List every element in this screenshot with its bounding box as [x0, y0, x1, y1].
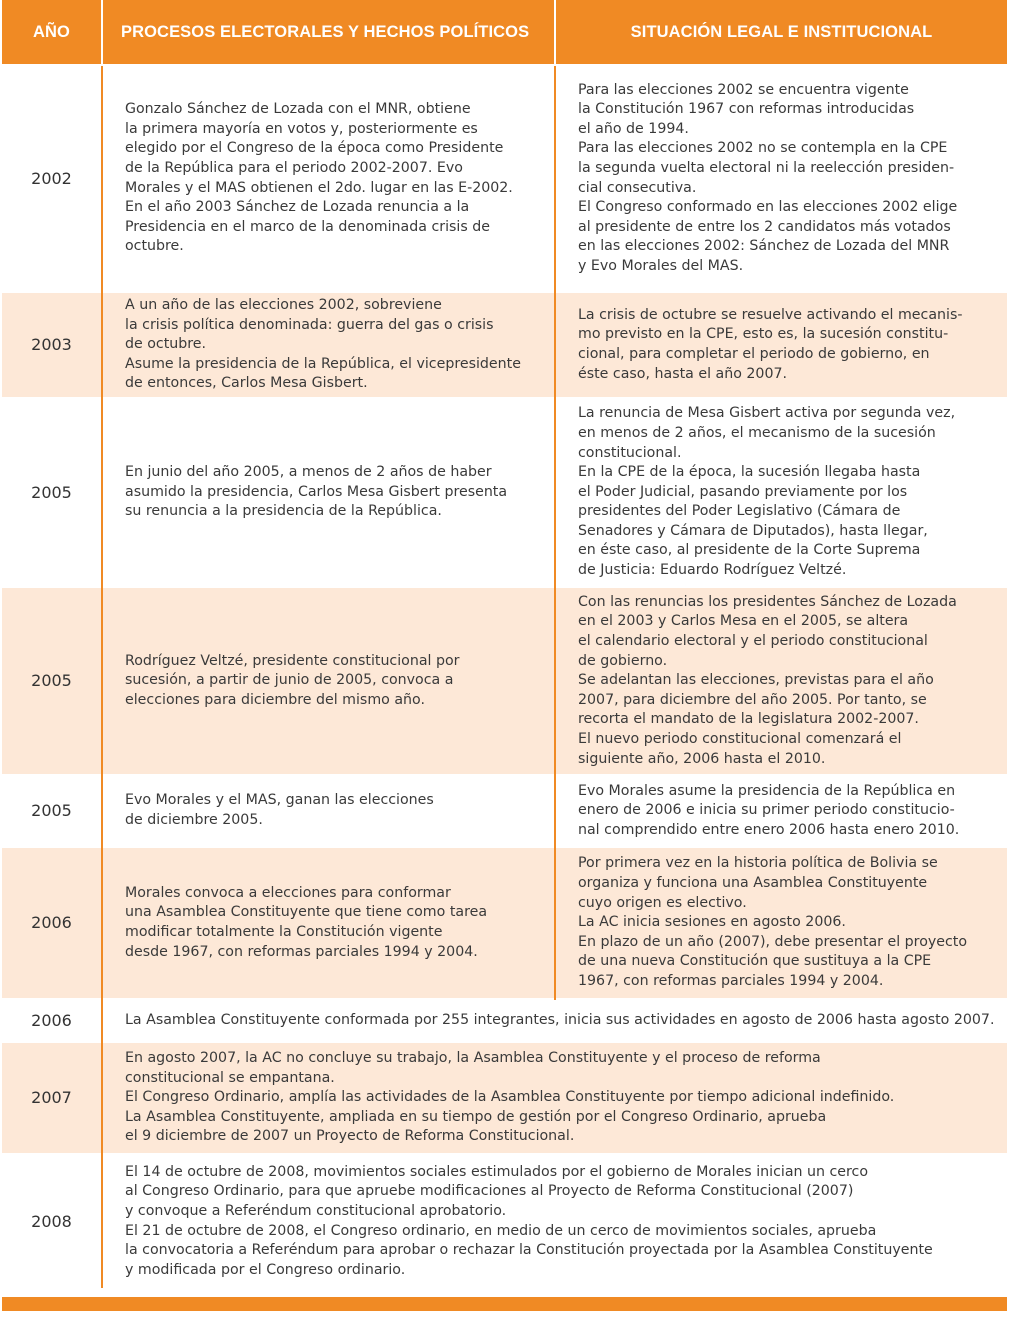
row-year: 2006 — [2, 999, 102, 1042]
row-situation — [555, 65, 1007, 292]
text-line: constitucional se empantana. — [125, 1069, 335, 1086]
text-line: Con las renuncias los presidentes Sánchez de Lozada — [578, 593, 957, 610]
header-year: AÑO — [2, 0, 102, 65]
text-line: desde 1967, con reformas parciales 1994 y 2004. — [125, 943, 478, 960]
row-full-text — [102, 1154, 1007, 1288]
text-line: cuyo origen es electivo. — [578, 894, 747, 911]
text-line: el 9 diciembre de 2007 un Proyecto de Reforma Constitucional. — [125, 1128, 575, 1145]
table-header — [2, 0, 1007, 65]
text-line: El 21 de octubre de 2008, el Congreso ordinario, en medio de un cerco de movimientos sociales, aprueba — [125, 1222, 877, 1239]
row-processes — [102, 65, 555, 292]
text-line: octubre. — [125, 238, 184, 255]
text-line: La renuncia de Mesa Gisbert activa por segunda vez, — [578, 405, 956, 422]
row-processes — [102, 587, 555, 775]
text-line: el Poder Judicial, pasando previamente por los — [578, 483, 908, 500]
text-line: La Asamblea Constituyente conformada por 255 integrantes, inicia sus actividades en agosto de 2006 hasta agosto 2007. — [125, 1011, 995, 1028]
text-line: de Justicia: Eduardo Rodríguez Veltzé. — [578, 562, 847, 579]
text-line: El Congreso Ordinario, amplía las actividades de la Asamblea Constituyente por tiempo adicional indefinido. — [125, 1089, 895, 1106]
text-line: Se adelantan las elecciones, previstas para el año — [578, 672, 934, 689]
table-row — [2, 847, 1007, 999]
row-year: 2005 — [2, 775, 102, 847]
table-row — [2, 587, 1007, 775]
text-line: mo previsto en la CPE, esto es, la sucesión constitu- — [578, 326, 949, 343]
text-line: Morales convoca a elecciones para conformar — [125, 884, 451, 901]
text-line: en el 2003 y Carlos Mesa en el 2005, se altera — [578, 613, 909, 630]
row-processes — [102, 775, 555, 847]
text-line: Por primera vez en la historia política de Bolivia se — [578, 855, 938, 872]
header-situation: SITUACIÓN LEGAL E INSTITUCIONAL — [555, 0, 1007, 65]
table-row — [2, 1042, 1007, 1154]
text-line: cial consecutiva. — [578, 179, 697, 196]
text-line: enero de 2006 e inicia su primer periodo constitucio- — [578, 802, 955, 819]
row-processes — [102, 847, 555, 999]
table-row — [2, 1154, 1007, 1288]
header-processes: PROCESOS ELECTORALES Y HECHOS POLÍTICOS — [102, 0, 555, 65]
table-row — [2, 398, 1007, 587]
text-line: Para las elecciones 2002 se encuentra vigente — [578, 81, 909, 98]
text-line: la crisis política denominada: guerra del gas o crisis — [125, 316, 494, 333]
text-line: En el año 2003 Sánchez de Lozada renuncia a la — [125, 199, 470, 216]
table-row — [2, 292, 1007, 398]
row-year: 2003 — [2, 292, 102, 398]
row-year: 2008 — [2, 1154, 102, 1288]
text-line: de una nueva Constitución que sustituya a la CPE — [578, 953, 932, 970]
row-year: 2002 — [2, 65, 102, 292]
text-line: constitucional. — [578, 444, 682, 461]
text-line: asumido la presidencia, Carlos Mesa Gisbert presenta — [125, 483, 508, 500]
text-line: Senadores y Cámara de Diputados), hasta llegar, — [578, 522, 928, 539]
row-situation — [555, 292, 1007, 398]
text-line: elecciones para diciembre del mismo año. — [125, 691, 425, 708]
text-line: El 14 de octubre de 2008, movimientos sociales estimulados por el gobierno de Morales inician un cerco — [125, 1163, 869, 1180]
text-line: La Asamblea Constituyente, ampliada en su tiempo de gestión por el Congreso Ordinario, aprueba — [125, 1108, 827, 1125]
row-full-text — [102, 1042, 1007, 1154]
text-line: La AC inicia sesiones en agosto 2006. — [578, 914, 846, 931]
text-line: de gobierno. — [578, 652, 668, 669]
text-line: sucesión, a partir de junio de 2005, convoca a — [125, 672, 454, 689]
text-line: modificar totalmente la Constitución vigente — [125, 924, 443, 940]
table-row — [2, 65, 1007, 292]
row-full-text — [102, 999, 1007, 1042]
text-line: su renuncia a la presidencia de la República. — [125, 503, 442, 520]
bottom-accent-bar — [2, 1297, 1007, 1311]
row-situation — [555, 847, 1007, 999]
text-line: el año de 1994. — [578, 120, 689, 137]
row-situation — [555, 398, 1007, 587]
text-line: El nuevo periodo constitucional comenzará el — [578, 730, 902, 747]
text-line: nal comprendido entre enero 2006 hasta enero 2010. — [578, 821, 960, 838]
text-line: En agosto 2007, la AC no concluye su trabajo, la Asamblea Constituyente y el proceso de reforma — [125, 1050, 821, 1067]
text-line: cional, para completar el periodo de gobierno, en — [578, 346, 930, 362]
text-line: recorta el mandato de la legislatura 2002-2007. — [578, 711, 919, 728]
text-line: Gonzalo Sánchez de Lozada con el MNR, obtiene — [125, 101, 471, 118]
text-line: la segunda vuelta electoral ni la reelección presiden- — [578, 159, 955, 176]
text-line: A un año de las elecciones 2002, sobreviene — [125, 297, 442, 314]
row-year: 2006 — [2, 847, 102, 999]
row-year: 2005 — [2, 587, 102, 775]
text-line: de diciembre 2005. — [125, 812, 263, 828]
text-line: al Congreso Ordinario, para que apruebe modificaciones al Proyecto de Reforma Constitucional (2007) — [125, 1183, 854, 1200]
text-line: Evo Morales asume la presidencia de la República en — [578, 782, 956, 799]
row-processes — [102, 292, 555, 398]
row-situation — [555, 775, 1007, 847]
text-line: de entonces, Carlos Mesa Gisbert. — [125, 375, 368, 392]
row-year: 2005 — [2, 398, 102, 587]
text-line: Presidencia en el marco de la denominada crisis de — [125, 218, 490, 235]
text-line: en éste caso, al presidente de la Corte Suprema — [578, 542, 921, 559]
text-line: La crisis de octubre se resuelve activando el mecanis- — [578, 306, 963, 323]
text-line: éste caso, hasta el año 2007. — [578, 365, 788, 382]
text-line: Morales y el MAS obtienen el 2do. lugar en las E-2002. — [125, 179, 513, 196]
text-line: En junio del año 2005, a menos de 2 años de haber — [125, 464, 492, 481]
text-line: y Evo Morales del MAS. — [578, 257, 744, 274]
text-line: una Asamblea Constituyente que tiene como tarea — [125, 904, 488, 921]
row-processes — [102, 398, 555, 587]
text-line: siguiente año, 2006 hasta el 2010. — [578, 750, 826, 767]
text-line: y convoque a Referéndum constitucional aprobatorio. — [125, 1202, 507, 1219]
text-line: Para las elecciones 2002 no se contempla en la CPE — [578, 140, 948, 157]
text-line: Asume la presidencia de la República, el vicepresidente — [125, 355, 521, 372]
text-line: 1967, con reformas parciales 1994 y 2004. — [578, 972, 884, 989]
text-line: El Congreso conformado en las elecciones 2002 elige — [578, 199, 958, 216]
text-line: elegido por el Congreso de la época como Presidente — [125, 140, 504, 157]
text-line: en menos de 2 años, el mecanismo de la sucesión — [578, 424, 936, 441]
timeline-table — [2, 0, 1007, 1288]
row-situation — [555, 587, 1007, 775]
text-line: la Constitución 1967 con reformas introducidas — [578, 101, 915, 118]
text-line: de octubre. — [125, 336, 207, 353]
text-line: En plazo de un año (2007), debe presentar el proyecto — [578, 933, 968, 950]
text-line: Evo Morales y el MAS, ganan las elecciones — [125, 792, 434, 809]
text-line: la primera mayoría en votos y, posteriormente es — [125, 120, 478, 137]
text-line: Rodríguez Veltzé, presidente constitucional por — [125, 652, 460, 669]
table-row — [2, 999, 1007, 1042]
text-line: organiza y funciona una Asamblea Constituyente — [578, 875, 928, 892]
text-line: de la República para el periodo 2002-2007. Evo — [125, 159, 463, 176]
text-line: presidentes del Poder Legislativo (Cámara de — [578, 503, 901, 520]
text-line: y modificada por el Congreso ordinario. — [125, 1261, 406, 1278]
text-line: En la CPE de la época, la sucesión llegaba hasta — [578, 464, 921, 481]
text-line: 2007, para diciembre del año 2005. Por tanto, se — [578, 691, 927, 708]
text-line: el calendario electoral y el periodo constitucional — [578, 633, 928, 650]
text-line: la convocatoria a Referéndum para aprobar o rechazar la Constitución proyectada por la Asamblea Constituyente — [125, 1242, 933, 1259]
table-row — [2, 775, 1007, 847]
row-year: 2007 — [2, 1042, 102, 1154]
text-line: al presidente de entre los 2 candidatos más votados — [578, 218, 951, 235]
text-line: en las elecciones 2002: Sánchez de Lozada del MNR — [578, 238, 950, 255]
